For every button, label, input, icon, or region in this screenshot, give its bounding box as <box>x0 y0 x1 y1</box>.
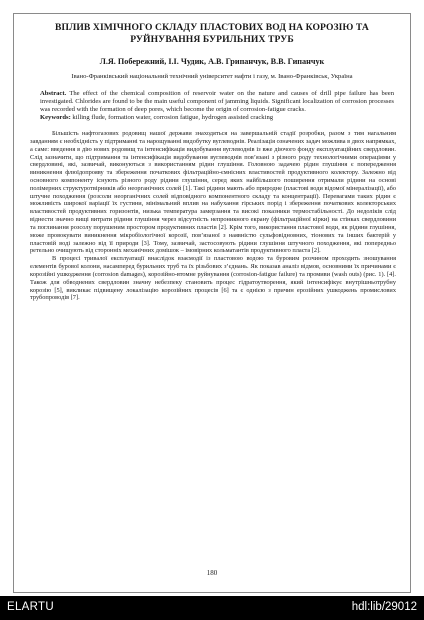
article-body <box>26 130 398 302</box>
article-content <box>26 22 398 302</box>
keywords <box>26 114 398 122</box>
keywords-text: killing flude, formation water, corrosion fatigue, hydrogen assisted cracking <box>70 114 274 122</box>
abstract-text: The effect of the chemical composition of reservoir water on the nature and causes of drill pipe failure has been investigated. Chlorides are found to be the main useful component of jamming liquids. Significant localization of corrosion processes was recorded with the formation of deep pores, which become the origin of corrosion-fatigue cracks. <box>40 90 394 114</box>
abstract <box>26 90 398 114</box>
article-title: ВПЛИВ ХІМІЧНОГО СКЛАДУ ПЛАСТОВИХ ВОД НА КОРОЗІЮ ТА РУЙНУВАННЯ БУРИЛЬНИХ ТРУБ <box>55 22 369 45</box>
article-authors: Л.Я. Побережний, І.І. Чудик, А.В. Грипанчук, В.В. Гипанчук <box>99 57 325 66</box>
handle-identifier-link[interactable]: hdl:lib/29012 <box>351 601 417 613</box>
body-paragraph-2: В процесі тривалої експлуатації внаслідок взаємодії із пластовою водою та буровим розчином проходить зношування елементів бурової колони, насамперед бурильних труб та їх різьбових з’єднань. Як показав аналіз відмов, основними їх причинами є корозійні ушкодження (corrosion damages), корозійно-втомне руйнування (corrosion-fatigue failure) та промиви (wash outs) (рис. 1). [4]. Також для обводнених свердловин значну небезпеку становить процес гідратоутворення, який інтенсифікує внутрішньотрубну корозію [5], викликає підвищену локалізацію корозійних процесів [6] та є однією з причин ерозійних ушкоджень промислових трубопроводів [7]. <box>30 255 396 302</box>
keywords-label: Keywords: <box>40 114 71 122</box>
body-paragraph-1: Більшість нафтогазових родовищ нашої держави знаходяться на завершальній стадії розробки, разом з тим нагальним завданням є необхідність у підтриманні та нарощуванні видобутку вуглеводнів. Реалізація означених задач можлива в двох напрямках, а саме: введення в дію нових родовищ та інтенсифікація видобування вуглеводнів із вже діючого фонду експлуатаційних свердловин. Слід зазначити, що підтримання та інтенсифікація видобування вуглеводнів пов’язані з різного роду технологічними операціями у свердловині, які, зазвичай, виконуються з використанням рідин глушіння. Головною задачею рідин глушіння є попередження виникнення флюїдопрояву та збереження початкових фільтраційно-ємнісних властивостей продуктивного колектору. Залежно від основного компоненту існують різного роду рідини глушіння, серед яких найбільшого поширення отримали рідини на основі полімерних структуротвірників або неорганічних солей [1]. Такі рідини мають або природне (пластові води відомої мінералізації), або штучне походження (розсоли неорганічних солей відповідного компонентного складу та концентрації). Перевагами таких рідин є можливість широкої варіації їх густини, мінімальний вплив на набухання гірських порід і збереження початкових колекторських властивостей продуктивних горизонтів, низька температура замерзання та високі показники термостабільності. До недоліків слід віднести значно вищі витрати рідини глушіння через відсутність непроникного екрану (фільтраційної кірки) на стінках свердловини та поглинання розсолу порушеним простором продуктивних пластів [2]. Крім того, використання пластової води, як рідини глушіння, може провокувати виникнення мікробіологічної корозії, пов’язаної з наявністю сульфовідновних, тіонових та інших бактерій у пластовій воді залежно від її природи [3]. Тому, зазвичай, застосовують рідини глушіння штучного походження, які попередньо ретельно очищують від сторонніх механічних домішок – імовірних кольматантів продуктивного пласта [2]. <box>30 130 396 255</box>
repository-name-link[interactable]: ELARTU <box>7 601 54 613</box>
page-number: 180 <box>206 569 218 577</box>
repository-footer-bar <box>0 596 424 620</box>
author-affiliation: Івано-Франківський національний технічний університет нафти і газу, м. Івано-Франківськ, Україна <box>71 73 353 80</box>
abstract-label: Abstract. <box>40 90 67 98</box>
